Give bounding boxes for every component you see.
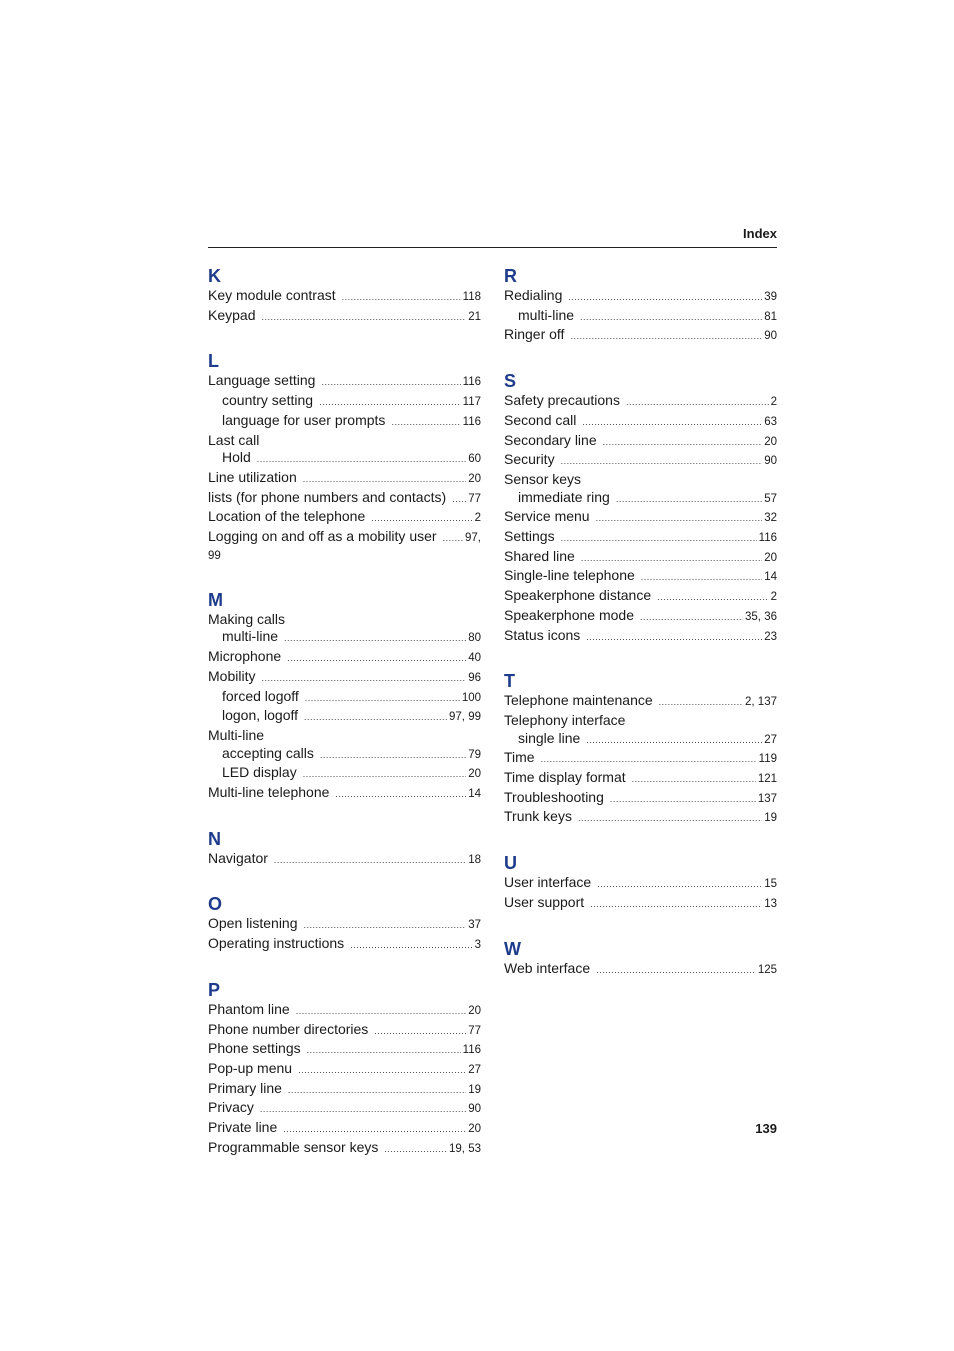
entry-page: 40 [468,652,481,665]
dot-leader [284,634,466,643]
index-entry [208,1040,481,1060]
entry-page: 125 [757,963,777,976]
entry-page: 97, [465,532,481,545]
entry-page: 14 [468,788,481,801]
index-subentry [504,730,777,750]
dot-leader [287,654,466,663]
index-entry [504,451,777,471]
entry-page: 39 [764,291,777,303]
entry-term: Pop-up menu [208,1059,293,1076]
entry-page: 90 [468,1103,481,1116]
entry-page: 119 [758,753,777,766]
entry-page: 60 [468,453,481,466]
entry-term: accepting calls [222,744,314,761]
index-section-m [208,590,481,804]
dot-leader [304,921,467,930]
index-entry [504,808,777,828]
dot-leader [321,378,460,387]
entry-term: forced logoff [222,687,299,704]
index-section-t [504,671,777,828]
entry-page: 14 [764,571,777,584]
dot-leader [320,751,466,760]
entry-page: 90 [764,330,777,343]
index-section-w [504,939,777,980]
index-entry [208,287,481,307]
index-entry [504,607,777,627]
entry-term: Telephony interface [504,711,626,728]
index-entry [208,1021,481,1041]
entry-page: 2, 137 [745,696,777,709]
entry-term: Web interface [504,959,591,976]
index-entry [208,668,481,688]
entry-term: Time display format [504,769,626,786]
entry-page: 81 [764,310,777,323]
entry-page: 77 [468,1024,481,1037]
index-entry [504,326,777,346]
index-column-right [504,266,777,1004]
dot-leader [384,1145,447,1154]
index-entry [208,372,481,392]
index-entry [504,508,777,528]
index-entry [208,489,481,509]
index-subentry [208,412,481,432]
entry-term: Line utilization [208,468,297,485]
index-subentry [208,392,481,412]
entry-page: 20 [468,1004,481,1017]
entry-term: country setting [222,392,314,409]
dot-leader [303,770,467,779]
index-entry [208,915,481,935]
dot-leader [580,313,762,322]
entry-term: Operating instructions [208,935,345,952]
entry-page: 37 [468,919,481,932]
entry-page: 118 [462,291,481,303]
entry-page: 19, 53 [449,1142,481,1155]
index-entry [208,935,481,955]
index-entry [504,789,777,809]
dot-leader [590,900,762,909]
index-section-s [504,371,777,646]
index-subentry [208,628,481,648]
entry-term: Key module contrast [208,287,336,303]
index-subentry [208,688,481,708]
entry-page: 116 [758,532,777,545]
entry-term: multi-line [518,306,575,323]
dot-leader [371,514,472,523]
index-subentry [504,489,777,509]
index-entry [208,1060,481,1080]
dot-leader [304,713,447,722]
entry-page: 27 [764,733,777,746]
header-title: Index [743,226,777,241]
dot-leader [303,475,466,484]
entry-term: User interface [504,874,592,891]
entry-page: 21 [468,310,481,323]
dot-leader [578,814,762,823]
entry-term: Making calls [208,610,286,627]
dot-leader [603,438,763,447]
dot-leader [597,880,762,889]
entry-term: Mobility [208,667,256,684]
section-letter: O [208,894,223,915]
entry-page: 2 [770,396,777,409]
entry-page: 3 [474,939,481,952]
entry-term: Multi-line telephone [208,784,330,801]
entry-term: Telephone maintenance [504,692,653,709]
entry-page: 77 [468,492,481,505]
dot-leader [570,332,762,341]
entry-term: Hold [222,449,251,466]
entry-page: 2 [474,512,481,525]
dot-leader [443,534,463,543]
index-entry [504,412,777,432]
index-section-p [208,980,481,1159]
entry-term: Privacy [208,1099,254,1116]
entry-page: 97, 99 [449,711,481,724]
entry-page: 20 [764,435,777,448]
index-section-u [504,853,777,913]
dot-leader [374,1027,466,1036]
index-entry [504,392,777,412]
dot-leader [561,457,763,466]
dot-leader [298,1066,466,1075]
entry-term: User support [504,893,585,910]
index-entry [208,611,481,629]
entry-term: Navigator [208,849,268,866]
dot-leader [391,418,460,427]
entry-term: Second call [504,411,577,428]
entry-term: lists (for phone numbers and contacts) [208,488,447,505]
dot-leader [581,554,762,563]
dot-leader [616,495,762,504]
dot-leader [568,293,762,302]
entry-term: Programmable sensor keys [208,1138,379,1155]
index-section-n [208,829,481,870]
index-section-l [208,351,481,564]
entry-page: 79 [468,748,481,761]
entry-page-continued: 99 [208,549,221,562]
index-entry [504,749,777,769]
entry-term: multi-line [222,628,279,645]
dot-leader [640,613,743,622]
entry-term: LED display [222,764,297,781]
dot-leader [626,398,769,407]
header-rule [208,247,777,248]
dot-leader [283,1125,466,1134]
index-entry [504,769,777,789]
entry-term: Location of the telephone [208,508,366,525]
index-entry [504,874,777,894]
entry-page: 23 [764,630,777,643]
entry-term: Safety precautions [504,392,620,409]
index-entry [504,712,777,730]
entry-term: Speakerphone distance [504,587,652,604]
index-entry [504,692,777,712]
index-entry [504,432,777,452]
index-entry [504,567,777,587]
dot-leader [260,1105,466,1114]
entry-term: Phone settings [208,1040,301,1057]
section-letter: L [208,351,219,372]
entry-page: 20 [764,551,777,564]
index-entry [208,727,481,745]
dot-leader [335,790,466,799]
entry-page: 63 [764,415,777,428]
dot-leader [641,573,762,582]
index-entry [208,469,481,489]
entry-page: 116 [462,1044,481,1057]
entry-page: 19 [764,812,777,825]
index-entry [504,587,777,607]
entry-page: 121 [757,773,777,786]
index-entry [504,960,777,980]
entry-page: 35, 36 [745,610,777,623]
index-entry [208,1001,481,1021]
entry-page: 18 [468,853,481,866]
index-subentry [208,707,481,727]
dot-leader [610,795,756,804]
dot-leader [582,418,762,427]
index-entry [208,1080,481,1100]
index-section-k [208,266,481,326]
entry-term: Redialing [504,287,563,303]
index-entry [504,548,777,568]
dot-leader [350,941,472,950]
dot-leader [288,1086,466,1095]
entry-term: logon, logoff [222,707,299,724]
entry-term: Security [504,451,555,468]
entry-page: 117 [462,396,481,409]
entry-term: single line [518,729,581,746]
index-subentry [208,449,481,469]
index-section-r [504,266,777,346]
dot-leader [261,674,466,683]
entry-page: 20 [468,1123,481,1136]
dot-leader [659,698,743,707]
entry-term: Last call [208,431,260,448]
section-letter: K [208,266,221,286]
index-entry [208,432,481,450]
entry-page: 20 [468,768,481,781]
entry-term: Service menu [504,508,590,525]
index-column-left [208,266,481,1184]
index-entry [208,528,481,565]
index-entry [208,850,481,870]
dot-leader [541,755,757,764]
entry-term: immediate ring [518,488,610,505]
entry-term: Microphone [208,648,282,665]
entry-page: 96 [468,671,481,684]
index-subentry [208,764,481,784]
section-letter: S [504,371,517,392]
index-entry [208,1099,481,1119]
entry-page: 20 [468,472,481,485]
entry-term: Secondary line [504,431,597,448]
index-entry [208,1139,481,1159]
dot-leader [632,775,756,784]
entry-term: Phone number directories [208,1020,369,1037]
index-entry [504,627,777,647]
entry-term: Time [504,749,535,766]
section-letter: U [504,853,517,874]
dot-leader [586,633,762,642]
entry-term: Language setting [208,372,316,389]
index-entry [504,471,777,489]
section-letter: R [504,266,517,286]
index-entry [208,1119,481,1139]
entry-term: Speakerphone mode [504,606,634,623]
section-letter: P [208,979,221,1000]
entry-page: 116 [462,376,481,389]
section-letter: M [208,589,223,610]
entry-term: Shared line [504,547,575,564]
index-entry [208,784,481,804]
entry-page: 27 [468,1063,481,1076]
entry-term: Settings [504,528,555,545]
entry-term: Multi-line [208,726,265,743]
entry-term: Status icons [504,626,581,643]
entry-term: Sensor keys [504,470,582,487]
entry-page: 90 [764,455,777,468]
index-entry [208,508,481,528]
entry-term: language for user prompts [222,411,386,428]
dot-leader [296,1007,466,1016]
entry-page: 19 [468,1083,481,1096]
entry-page: 100 [461,691,481,704]
entry-term: Single-line telephone [504,567,635,584]
dot-leader [596,966,756,975]
entry-term: Trunk keys [504,808,572,825]
section-letter: W [504,938,521,959]
entry-page: 57 [764,492,777,505]
entry-term: Logging on and off as a mobility user [208,528,437,545]
dot-leader [561,534,757,543]
entry-term: Keypad [208,306,256,323]
dot-leader [257,455,466,464]
entry-term: Open listening [208,915,298,932]
dot-leader [342,293,461,302]
entry-page: 32 [764,512,777,525]
section-letter: T [504,671,515,692]
index-entry [504,287,777,307]
entry-term: Troubleshooting [504,788,604,805]
dot-leader [319,398,461,407]
entry-page: 13 [764,897,777,910]
entry-page: 116 [462,415,481,428]
page-number: 139 [755,1121,777,1136]
index-entry [208,648,481,668]
entry-page: 15 [764,878,777,891]
index-entry [504,894,777,914]
dot-leader [657,593,768,602]
dot-leader [586,736,762,745]
entry-page: 2 [770,591,777,604]
dot-leader [274,856,466,865]
dot-leader [452,495,466,504]
entry-term: Private line [208,1119,278,1136]
dot-leader [307,1046,461,1055]
entry-term: Primary line [208,1079,282,1096]
entry-page: 137 [757,792,777,805]
dot-leader [261,313,466,322]
index-subentry [504,307,777,327]
entry-page: 80 [468,632,481,645]
index-entry [208,307,481,327]
section-letter: N [208,828,221,849]
entry-term: Ringer off [504,326,565,343]
index-subentry [208,745,481,765]
entry-term: Phantom line [208,1000,290,1017]
dot-leader [305,694,460,703]
dot-leader [596,514,763,523]
index-section-o [208,894,481,954]
index-entry [504,528,777,548]
